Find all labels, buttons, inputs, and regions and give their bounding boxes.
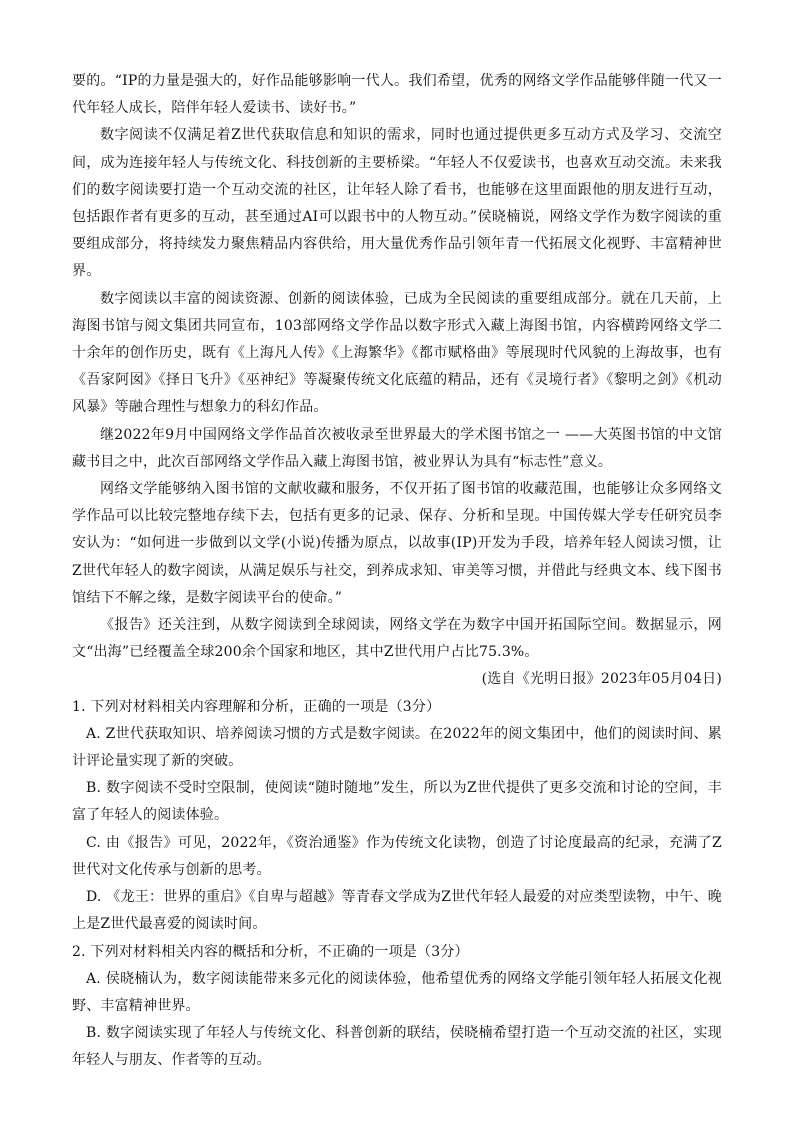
article-body <box>72 68 722 694</box>
question-option: A. Z世代获取知识、培养阅读习惯的方式是数字阅读。在2022年的阅文集团中，他们的阅读时间、累计评论量实现了新的突破。 <box>72 725 722 770</box>
article-paragraph: 网络文学能够纳入图书馆的文献收藏和服务，不仅开拓了图书馆的收藏范围，也能够让众多网络文学作品可以比较完整地存续下去，包括有更多的记录、保存、分析和呈现。中国传媒大学专任研究员李安认为：“如何进一步做到以文学(小说)传播为原点，以故事(IP)开发为手段，培养年轻人阅读习惯，让Z世代年轻人的数字阅读，从满足娱乐与社交，到养成求知、审美等习惯，并借此与经典文本、线下图书馆结下不解之缘，是数字阅读平台的使命。” <box>72 481 722 606</box>
question-2 <box>72 939 722 1075</box>
question-stem: 1. 下列对材料相关内容理解和分析，正确的一项是（3分） <box>72 698 441 715</box>
article-paragraph: 数字阅读不仅满足着Z世代获取信息和知识的需求，同时也通过提供更多互动方式及学习、交流空间，成为连接年轻人与传统文化、科技创新的主要桥梁。“年轻人不仅爱读书，也喜欢互动交流。未来我们的数字阅读要打造一个互动交流的社区，让年轻人除了看书，也能够在这里面跟他的朋友进行互动，包括跟作者有更多的互动，甚至通过AI可以跟书中的人物互动。”侯晓楠说，网络文学作为数字阅读的重要组成部分，将持续发力聚焦精品内容供给，用大量优秀作品引领年青一代拓展文化视野、丰富精神世界。 <box>72 127 722 280</box>
article-paragraph: 继2022年9月中国网络文学作品首次被收录至世界最大的学术图书馆之一 ——大英图书馆的中文馆藏书目之中，此次百部网络文学作品入藏上海图书馆，被业界认为具有“标志性”意义。 <box>72 426 722 470</box>
question-option: B. 数字阅读实现了年轻人与传统文化、科普创新的联结，侯晓楠希望打造一个互动交流的社区，实现年轻人与朋友、作者等的互动。 <box>72 1025 722 1069</box>
question-1 <box>72 694 722 939</box>
article-paragraph: 数字阅读以丰富的阅读资源、创新的阅读体验，已成为全民阅读的重要组成部分。就在几天前，上海图书馆与阅文集团共同宣布，103部网络文学作品以数字形式入藏上海图书馆，内容横跨网络文学二十余年的创作历史，既有《上海凡人传》《上海繁华》《都市赋格曲》等展现时代风貌的上海故事，也有《吾家阿囡》《择日飞升》《巫神纪》等凝聚传统文化底蕴的精品，还有《灵境行者》《黎明之剑》《机动风暴》等融合理性与想象力的科幻作品。 <box>72 290 722 416</box>
article-paragraph: 《报告》还关注到，从数字阅读到全球阅读，网络文学在为数字中国开拓国际空间。数据显示，网文“出海”已经覆盖全球200余个国家和地区，其中Z世代用户占比75.3%。 <box>72 617 722 661</box>
question-option: D. 《龙王：世界的重启》《自卑与超越》等青春文学成为Z世代年轻人最爱的对应类型读物，中午、晚上是Z世代最喜爱的阅读时间。 <box>72 889 722 933</box>
question-stem: 2. 下列对材料相关内容的概括和分析，不正确的一项是（3分） <box>72 943 469 960</box>
question-option: B. 数字阅读不受时空限制，使阅读“随时随地”发生，所以为Z世代提供了更多交流和讨论的空间，丰富了年轻人的阅读体验。 <box>72 780 722 824</box>
article-source: (选自《光明日报》2023年05月04日) <box>481 671 722 688</box>
article-paragraph: 要的。“IP的力量是强大的，好作品能够影响一代人。我们希望，优秀的网络文学作品能够伴随一代又一代年轻人成长，陪伴年轻人爱读书、读好书。” <box>72 73 722 117</box>
question-option: A. 侯晓楠认为，数字阅读能带来多元化的阅读体验，他希望优秀的网络文学能引领年轻人拓展文化视野、丰富精神世界。 <box>72 970 722 1014</box>
question-option: C. 由《报告》可见，2022年，《资治通鉴》作为传统文化读物，创造了讨论度最高的纪录，充满了Z世代对文化传承与创新的思考。 <box>72 834 722 878</box>
